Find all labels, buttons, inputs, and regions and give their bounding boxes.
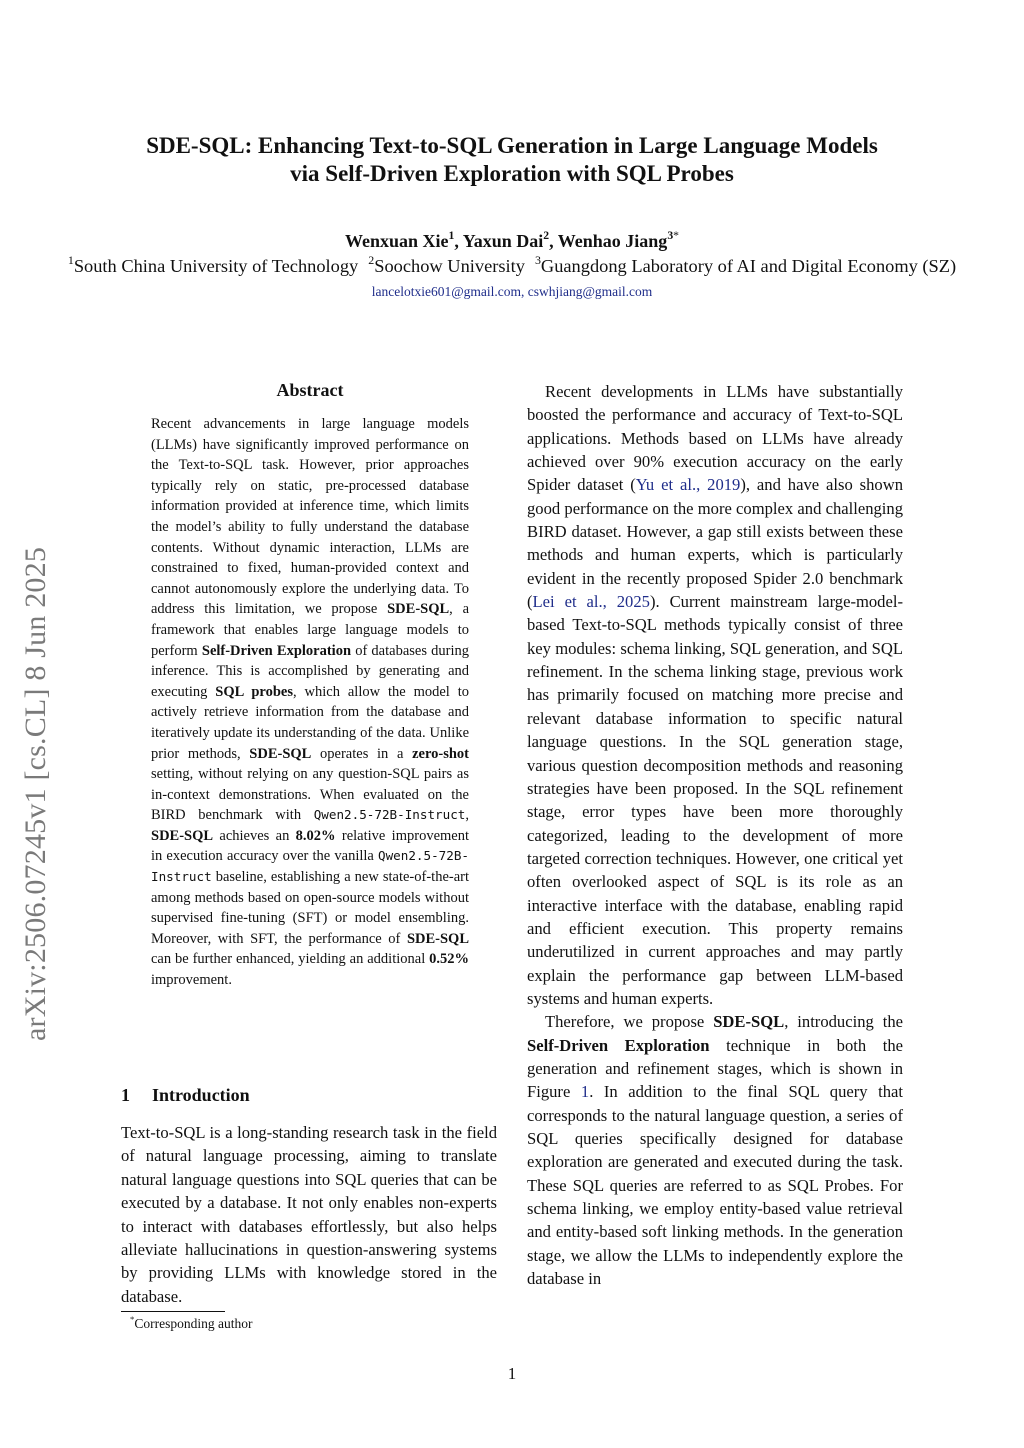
- paper-title: [0, 132, 1024, 188]
- affil-mark: 3: [534, 252, 541, 267]
- abstract-body: Recent advancements in large language models (LLMs) have significantly improved performance on the Text-to-SQL task. However, prior approaches typically rely on static, pre-processed database information provided at inference time, which limits the model’s ability to fully understand the database contents. Without dynamic interaction, LLMs are constrained to fixed, human-provided context and cannot autonomously explore the underlying data. To address this limitation, we propose SDE-SQL, a framework that enables large language models to perform Self-Driven Exploration of databases during inference. This is accomplished by generating and executing SQL probes, which allow the model to actively retrieve information from the database and iteratively update its understanding of the data. Unlike prior methods, SDE-SQL operates in a zero-shot setting, without relying on any question-SQL pairs as in-context demonstrations. When evaluated on the BIRD benchmark with Qwen2.5-72B-Instruct, SDE-SQL achieves an 8.02% relative improvement in execution accuracy over the vanilla Qwen2.5-72B-Instruct baseline, establishing a new state-of-the-art among methods based on open-source models without supervised fine-tuning (SFT) or model ensembling. Moreover, with SFT, the performance of SDE-SQL can be further enhanced, yielding an additional 0.52% improvement.: [151, 416, 470, 989]
- affiliation-name: South China University of Technology: [73, 256, 359, 276]
- title-line-1: SDE-SQL: Enhancing Text-to-SQL Generation in Large Language Models: [146, 133, 878, 158]
- author-separator: ,: [454, 231, 463, 251]
- title-line-2: via Self-Driven Exploration with SQL Probes: [290, 161, 734, 186]
- paragraph: Therefore, we propose SDE-SQL, introducing the Self-Driven Exploration technique in both the generation and refinement stages, which is shown in Figure 1. In addition to the final SQL query that corresponds to the natural language question, a series of SQL queries specifically designed for database exploration are generated and executed during the task. These SQL queries are referred to as SQL Probes. For schema linking, we employ entity-based value retrieval and entity-based soft linking methods. In the generation stage, we allow the LLMs to independently explore the database in: [527, 1012, 904, 1289]
- affiliation-name: Guangdong Laboratory of AI and Digital Economy (SZ): [540, 256, 957, 276]
- footnote-text: Corresponding author: [134, 1316, 253, 1331]
- author-name: Yaxun Dai: [462, 231, 544, 251]
- paragraph: Recent developments in LLMs have substantially boosted the performance and accuracy of Text-to-SQL applications. Methods based on LLMs have already achieved over 90% execution accuracy on the early Spider dataset (Yu et al., 2019), and have also shown good performance on the more complex and challenging BIRD dataset. However, a gap still exists between these methods and human experts, which is particularly evident in the recently proposed Spider 2.0 benchmark (Lei et al., 2025). Current mainstream large-model-based Text-to-SQL methods typically consist of three key modules: schema linking, SQL generation, and SQL refinement. In the schema linking stage, previous work has primarily focused on matching more precise and relevant database information to specific natural language questions. In the SQL generation stage, various question decomposition methods and reasoning strategies have been proposed. In the SQL refinement stage, error types have been more thoroughly categorized, leading to the development of more targeted correction techniques. However, one critical yet often overlooked aspect of SQL is its role as an interactive interface with the database, enabling rapid and efficient execution. This property remains underutilized in current approaches and may partly explain the performance gap between LLM-based systems and human experts.: [527, 382, 903, 1008]
- footnote-mark: *: [130, 1313, 135, 1324]
- footnote: [130, 1315, 253, 1333]
- author-affil-mark: 1: [448, 228, 455, 242]
- right-column: [527, 380, 903, 1290]
- footnote-rule: [121, 1311, 225, 1312]
- model-name: Qwen2.5-72B-Instruct: [313, 807, 466, 823]
- author-separator: ,: [549, 231, 558, 251]
- citation-link[interactable]: Yu et al., 2019: [635, 475, 741, 495]
- citation-link[interactable]: Lei et al., 2025: [532, 592, 650, 612]
- author-affil-mark: 2: [543, 228, 550, 242]
- affil-mark: 1: [67, 252, 74, 267]
- author-list: [0, 229, 1024, 253]
- affiliations: [0, 254, 1024, 278]
- author-name: Wenxuan Xie: [345, 231, 449, 251]
- model-name: Qwen2.5-72B-Instruct: [151, 848, 469, 885]
- author-name: Wenhao Jiang: [557, 231, 668, 251]
- page-number: 1: [507, 1364, 517, 1383]
- section-heading: [121, 1083, 250, 1107]
- arxiv-side-stamp: arXiv:2506.07245v1 [cs.CL] 8 Jun 2025: [19, 546, 52, 1041]
- affiliation-name: Soochow University: [374, 256, 525, 276]
- affil-mark: 2: [368, 252, 375, 267]
- abstract-heading: Abstract: [276, 380, 344, 400]
- figure-ref-link[interactable]: 1: [580, 1082, 590, 1102]
- section-title: Introduction: [152, 1085, 250, 1105]
- introduction-paragraph: Text-to-SQL is a long-standing research task in the field of natural language processing, aiming to translate natural language questions into SQL queries that can be executed by a database. It not only enables non-experts to interact with databases effortlessly, but also helps alleviate hallucinations in question-answering systems by providing LLMs with knowledge stored in the database.: [121, 1123, 497, 1306]
- author-affil-mark: 3: [667, 228, 674, 242]
- corresponding-mark: *: [673, 228, 679, 242]
- section-number: 1: [121, 1085, 130, 1105]
- author-emails[interactable]: lancelotxie601@gmail.com, cswhjiang@gmail.com: [371, 284, 653, 299]
